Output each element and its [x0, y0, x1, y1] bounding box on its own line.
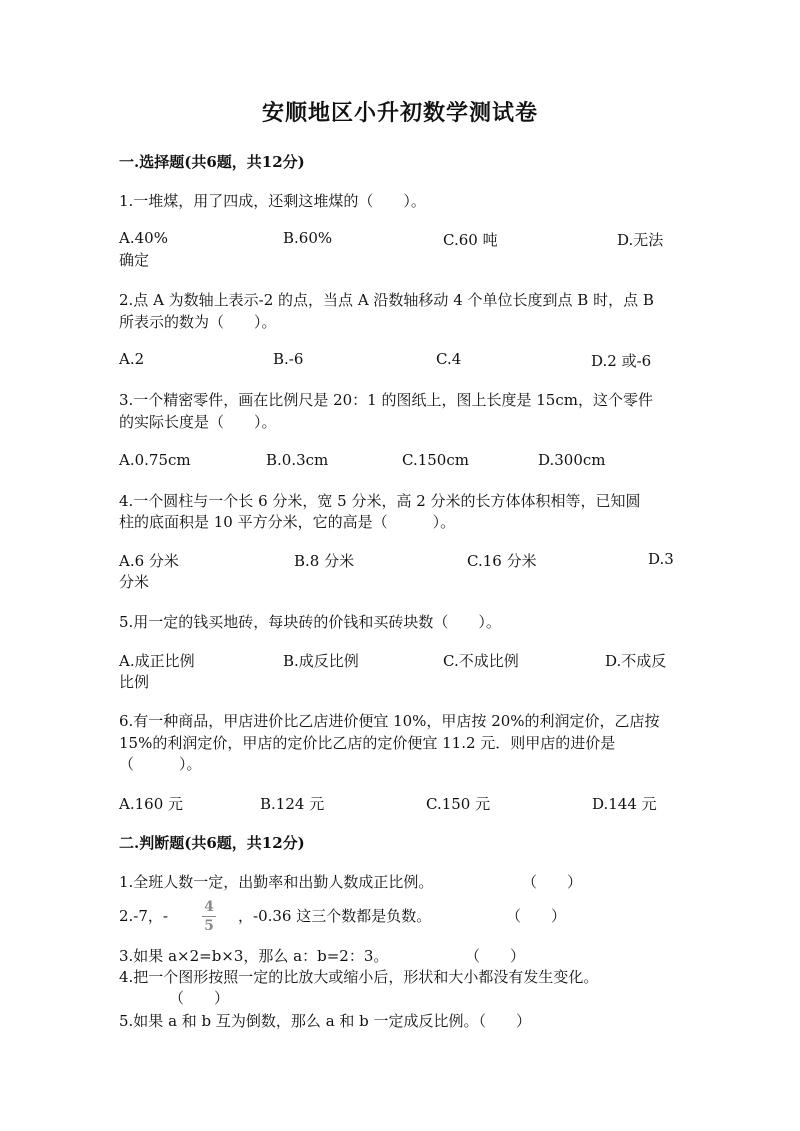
question-1-option-a: A.40%: [119, 229, 168, 247]
question-1-option-d-wrap: 确定: [119, 251, 150, 269]
question-2-option-c: C.4: [436, 350, 462, 368]
question-6-text-line-1: 6.有一种商品，甲店进价比乙店进价便宜 10%，甲店按 20%的利润定价，乙店按: [119, 712, 660, 730]
fraction-denominator: 5: [204, 918, 214, 934]
question-5-option-a: A.成正比例: [119, 652, 195, 670]
question-1-option-d: D.无法: [617, 231, 664, 249]
judgement-3-text: 3.如果 a×2=b×3，那么 a：b=2：3。: [119, 947, 389, 965]
question-6-option-b: B.124 元: [260, 795, 325, 813]
question-2-option-a: A.2: [119, 350, 145, 368]
question-6-option-a: A.160 元: [119, 795, 183, 813]
judgement-1-text: 1.全班人数一定，出勤率和出勤人数成正比例。: [119, 873, 434, 891]
question-3-option-a: A.0.75cm: [119, 451, 191, 469]
question-1-option-c: C.60 吨: [443, 231, 498, 249]
judgement-1-paren: （ ）: [522, 873, 583, 891]
section-heading-judgement: 二.判断题(共6题，共12分): [119, 834, 305, 852]
question-2-text-line-1: 2.点 A 为数轴上表示-2 的点，当点 A 沿数轴移动 4 个单位长度到点 B 时，点 B: [119, 291, 654, 309]
question-2-option-b: B.-6: [273, 350, 304, 368]
question-6-option-c: C.150 元: [426, 795, 491, 813]
judgement-5-text: 5.如果 a 和 b 互为倒数，那么 a 和 b 一定成反比例。（ ）: [119, 1012, 532, 1030]
question-2-text-line-2: 所表示的数为（ ）。: [119, 313, 277, 331]
question-4-text-line-1: 4.一个圆柱与一个长 6 分米，宽 5 分米，高 2 分米的长方体体积相等，已知圆: [119, 492, 641, 510]
page-title: 安顺地区小升初数学测试卷: [261, 100, 538, 126]
question-2-option-d: D.2 或-6: [591, 352, 652, 370]
question-3-option-b: B.0.3cm: [266, 451, 329, 469]
question-6-text-line-3: （ ）。: [119, 755, 202, 773]
fraction-bar: [202, 916, 216, 917]
question-5-option-c: C.不成比例: [443, 652, 519, 670]
section-heading-choice: 一.选择题(共6题，共12分): [119, 153, 305, 171]
judgement-2-text-before: 2.-7，-: [119, 907, 168, 925]
question-4-text-line-2: 柱的底面积是 10 平方分米，它的高是（ ）。: [119, 513, 456, 531]
question-3-text-line-2: 的实际长度是（ ）。: [119, 413, 277, 431]
question-3-option-d: D.300cm: [538, 451, 606, 469]
question-5-option-b: B.成反比例: [283, 652, 359, 670]
judgement-3-paren: （ ）: [465, 947, 526, 965]
question-4-option-c: C.16 分米: [467, 552, 537, 570]
question-4-option-a: A.6 分米: [119, 552, 179, 570]
question-3-option-c: C.150cm: [402, 451, 469, 469]
question-1-option-b: B.60%: [283, 229, 333, 247]
question-4-option-d-wrap: 分米: [119, 573, 150, 591]
judgement-4-paren: （ ）: [169, 989, 230, 1007]
judgement-4-text: 4.把一个图形按照一定的比放大或缩小后，形状和大小都没有发生变化。: [119, 968, 599, 986]
question-3-text-line-1: 3.一个精密零件，画在比例尺是 20：1 的图纸上，图上长度是 15cm，这个零件: [119, 391, 653, 409]
fraction-four-fifths: [199, 899, 219, 934]
question-5-option-d-wrap: 比例: [119, 673, 150, 691]
question-5-text: 5.用一定的钱买地砖，每块砖的价钱和买砖块数（ ）。: [119, 613, 501, 631]
question-4-option-b: B.8 分米: [294, 552, 355, 570]
question-6-option-d: D.144 元: [592, 795, 657, 813]
judgement-2-text-after: ，-0.36 这三个数都是负数。: [238, 907, 432, 925]
question-6-text-line-2: 15%的利润定价，甲店的定价比乙店的定价便宜 11.2 元．则甲店的进价是: [119, 734, 616, 752]
question-1-text: 1.一堆煤，用了四成，还剩这堆煤的（ ）。: [119, 192, 426, 210]
judgement-2-paren: （ ）: [506, 907, 567, 925]
fraction-numerator: 4: [204, 899, 214, 915]
question-4-option-d: D.3: [648, 550, 674, 568]
question-5-option-d: D.不成反: [605, 652, 667, 670]
